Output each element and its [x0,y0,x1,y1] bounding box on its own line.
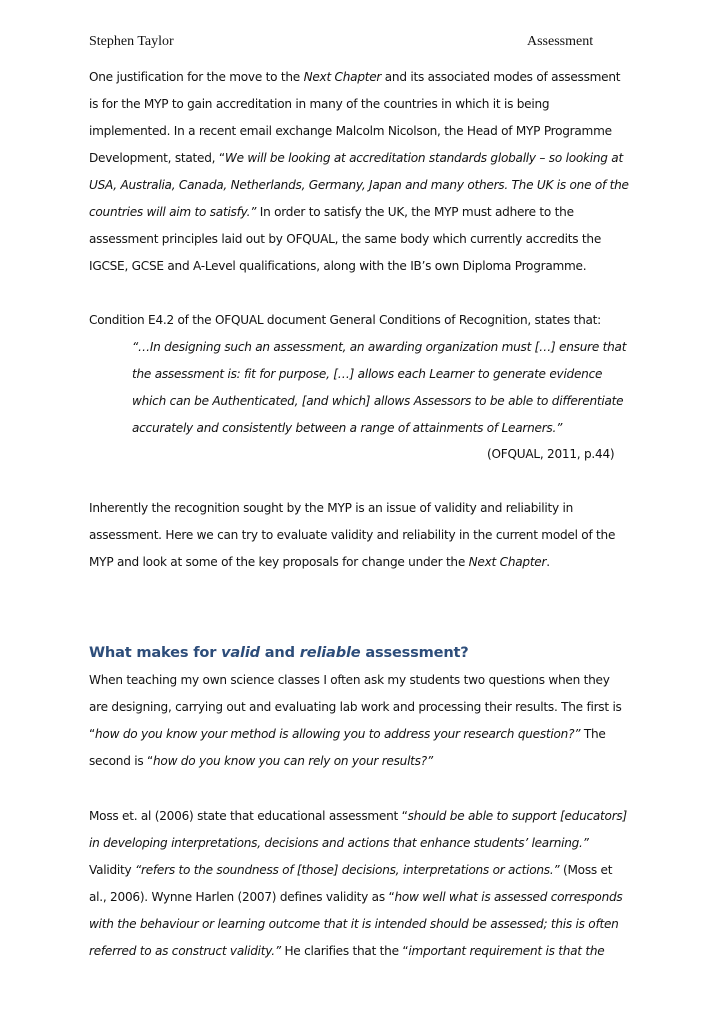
p1-line-8: IGCSE, GCSE and A-Level qualifications, along with the IB’s own Diploma Programme. [89,259,587,273]
quote-line-1: “…In designing such an assessment, an awarding organization must […] ensure that [132,340,627,354]
header-author: Stephen Taylor [89,34,174,49]
p4-line-4: second is “how do you know you can rely on your results?” [89,754,433,768]
p3-line-3: MYP and look at some of the key proposals for change under the Next Chapter. [89,555,550,569]
p1-line-5: USA, Australia, Canada, Netherlands, Germany, Japan and many others. The UK is one of the [89,178,629,192]
p4-line-3: “how do you know your method is allowing you to address your research question?” The [89,727,606,741]
p1-line-3: implemented. In a recent email exchange Malcolm Nicolson, the Head of MYP Programme [89,124,612,138]
p5-line-6: referred to as construct validity.” He clarifies that the “important requirement is that the [89,944,605,958]
section-heading: What makes for valid and reliable assessment? [89,644,469,661]
quote-line-3: which can be Authenticated, [and which] allows Assessors to be able to differentiate [132,394,624,408]
p3-line-2: assessment. Here we can try to evaluate validity and reliability in the current model of the [89,528,616,542]
quote-line-2: the assessment is: fit for purpose, […] allows each Learner to generate evidence [132,367,603,381]
p3-line-1: Inherently the recognition sought by the MYP is an issue of validity and reliability in [89,501,574,515]
header-section: Assessment [527,34,594,49]
p4-line-2: are designing, carrying out and evaluating lab work and processing their results. The first is [89,700,622,714]
p5-line-4: al., 2006). Wynne Harlen (2007) defines validity as “how well what is assessed corresponds [89,890,623,904]
quote-line-4: accurately and consistently between a range of attainments of Learners.” [132,421,563,435]
p1-line-1: One justification for the move to the Next Chapter and its associated modes of assessment [89,70,621,84]
p5-line-2: in developing interpretations, decisions and actions that enhance students’ learning.” [89,836,589,850]
p1-line-4: Development, stated, “We will be looking at accreditation standards globally – so looking at [89,151,623,165]
p1-line-6: countries will aim to satisfy.” In order to satisfy the UK, the MYP must adhere to the [89,205,574,219]
quote-citation: (OFQUAL, 2011, p.44) [487,447,615,461]
p5-line-5: with the behaviour or learning outcome that it is intended should be assessed; this is often [89,917,619,931]
p1-line-7: assessment principles laid out by OFQUAL, the same body which currently accredits the [89,232,602,246]
p5-line-3: Validity “refers to the soundness of [those] decisions, interpretations or actions.” (Moss et [89,863,613,877]
p2-intro: Condition E4.2 of the OFQUAL document General Conditions of Recognition, states that: [89,313,601,327]
p5-line-1: Moss et. al (2006) state that educational assessment “should be able to support [educators] [89,809,627,823]
p1-line-2: is for the MYP to gain accreditation in many of the countries in which it is being [89,97,550,111]
p4-line-1: When teaching my own science classes I often ask my students two questions when they [89,673,610,687]
